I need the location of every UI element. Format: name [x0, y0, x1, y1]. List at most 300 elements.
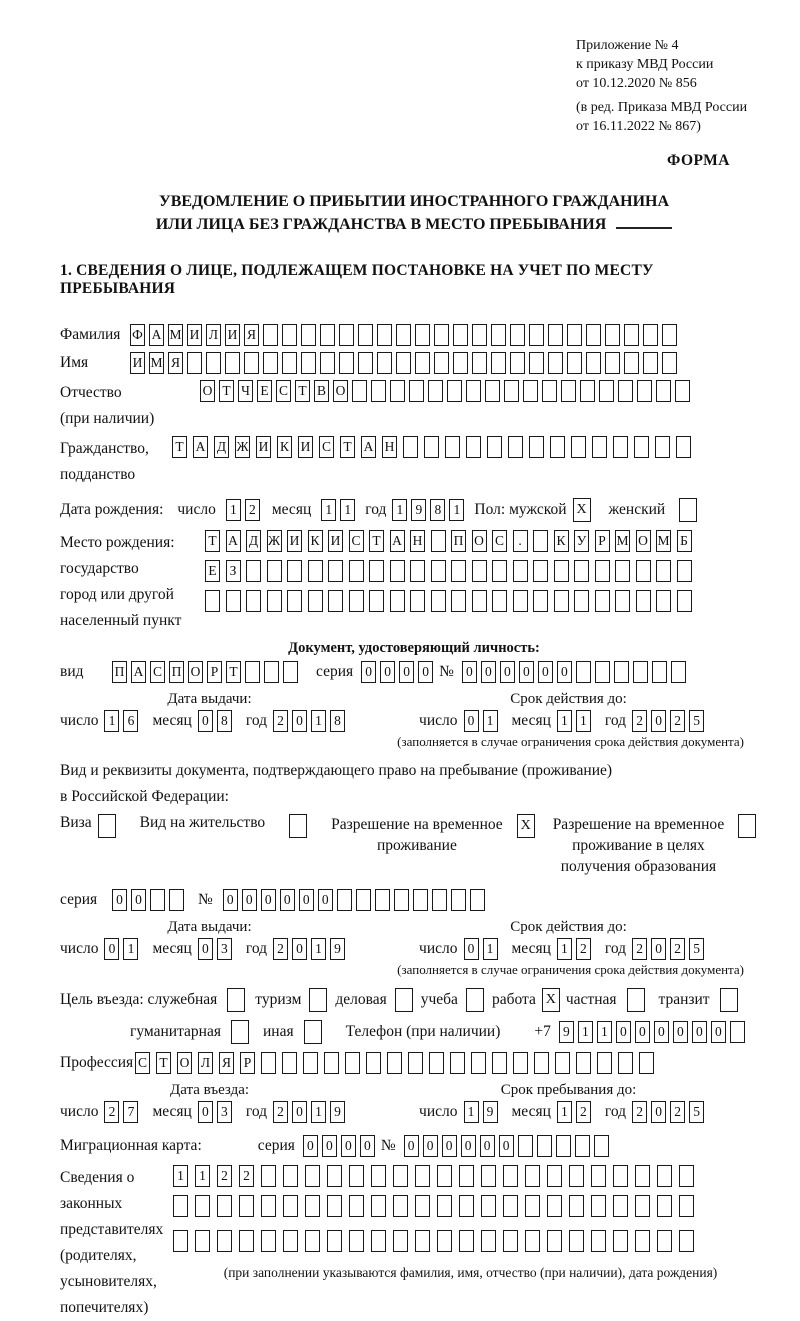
char-cell[interactable]: 0 [318, 889, 333, 911]
char-cell[interactable] [287, 590, 302, 612]
char-cell[interactable]: Ч [238, 380, 253, 402]
char-cell[interactable]: 1 [226, 499, 241, 521]
char-cell[interactable] [305, 1195, 320, 1217]
char-cell[interactable] [481, 1195, 496, 1217]
char-cell[interactable] [393, 1230, 408, 1252]
char-cell[interactable] [569, 1230, 584, 1252]
char-cell[interactable] [451, 560, 466, 582]
char-cell[interactable] [492, 1052, 507, 1074]
char-cell[interactable]: Р [240, 1052, 255, 1074]
char-cell[interactable] [320, 324, 335, 346]
char-cell[interactable]: М [149, 352, 164, 374]
char-cell[interactable] [567, 352, 582, 374]
char-cell[interactable]: 0 [418, 661, 433, 683]
char-cell[interactable] [349, 1230, 364, 1252]
char-cell[interactable] [599, 380, 614, 402]
char-cell[interactable] [574, 560, 589, 582]
char-cell[interactable]: 0 [711, 1021, 726, 1043]
char-cell[interactable] [633, 661, 648, 683]
char-cell[interactable] [267, 560, 282, 582]
char-cell[interactable] [643, 324, 658, 346]
char-cell[interactable] [305, 1230, 320, 1252]
char-cell[interactable]: С [349, 530, 364, 552]
char-cell[interactable] [301, 352, 316, 374]
char-cell[interactable]: 1 [173, 1165, 188, 1187]
char-cell[interactable] [415, 324, 430, 346]
char-cell[interactable] [525, 1230, 540, 1252]
char-cell[interactable]: 0 [651, 1101, 666, 1123]
char-cell[interactable] [445, 436, 460, 458]
char-cell[interactable]: Л [198, 1052, 213, 1074]
char-cell[interactable] [472, 324, 487, 346]
char-cell[interactable] [591, 1165, 606, 1187]
char-cell[interactable] [267, 590, 282, 612]
char-cell[interactable] [597, 1052, 612, 1074]
char-cell[interactable]: С [319, 436, 334, 458]
char-cell[interactable] [615, 560, 630, 582]
char-cell[interactable]: Т [226, 661, 241, 683]
char-cell[interactable] [431, 590, 446, 612]
char-cell[interactable]: А [193, 436, 208, 458]
char-cell[interactable]: 8 [217, 710, 232, 732]
char-cell[interactable]: 1 [576, 710, 591, 732]
char-cell[interactable]: 2 [670, 1101, 685, 1123]
char-cell[interactable]: С [150, 661, 165, 683]
char-cell[interactable] [561, 380, 576, 402]
char-cell[interactable] [282, 324, 297, 346]
char-cell[interactable]: 1 [392, 499, 407, 521]
char-cell[interactable]: Б [677, 530, 692, 552]
char-cell[interactable] [349, 1195, 364, 1217]
char-cell[interactable] [634, 436, 649, 458]
char-cell[interactable]: Е [257, 380, 272, 402]
char-cell[interactable]: 0 [292, 938, 307, 960]
temp-residence-checkbox[interactable]: X [517, 814, 535, 838]
char-cell[interactable] [529, 324, 544, 346]
char-cell[interactable] [550, 436, 565, 458]
char-cell[interactable] [345, 1052, 360, 1074]
char-cell[interactable] [339, 324, 354, 346]
char-cell[interactable] [283, 1230, 298, 1252]
char-cell[interactable] [635, 1165, 650, 1187]
char-cell[interactable] [261, 1230, 276, 1252]
char-cell[interactable] [393, 1165, 408, 1187]
char-cell[interactable] [459, 1230, 474, 1252]
char-cell[interactable]: 0 [480, 1135, 495, 1157]
char-cell[interactable] [377, 324, 392, 346]
char-cell[interactable] [263, 352, 278, 374]
char-cell[interactable]: 2 [245, 499, 260, 521]
char-cell[interactable] [390, 560, 405, 582]
char-cell[interactable] [369, 590, 384, 612]
char-cell[interactable] [358, 324, 373, 346]
char-cell[interactable] [434, 352, 449, 374]
char-cell[interactable] [239, 1230, 254, 1252]
char-cell[interactable] [371, 380, 386, 402]
char-cell[interactable]: И [287, 530, 302, 552]
char-cell[interactable] [592, 436, 607, 458]
char-cell[interactable] [283, 1165, 298, 1187]
char-cell[interactable]: Ж [235, 436, 250, 458]
char-cell[interactable]: А [149, 324, 164, 346]
char-cell[interactable]: Я [219, 1052, 234, 1074]
char-cell[interactable] [415, 1165, 430, 1187]
char-cell[interactable] [246, 560, 261, 582]
char-cell[interactable] [547, 1165, 562, 1187]
char-cell[interactable] [415, 352, 430, 374]
char-cell[interactable] [657, 1165, 672, 1187]
char-cell[interactable]: 1 [321, 499, 336, 521]
char-cell[interactable] [410, 560, 425, 582]
char-cell[interactable]: Я [168, 352, 183, 374]
temp-residence-edu-checkbox[interactable] [738, 814, 756, 838]
char-cell[interactable]: 0 [519, 661, 534, 683]
char-cell[interactable] [533, 530, 548, 552]
char-cell[interactable] [679, 1195, 694, 1217]
char-cell[interactable] [677, 560, 692, 582]
char-cell[interactable]: 2 [239, 1165, 254, 1187]
char-cell[interactable]: 0 [461, 1135, 476, 1157]
char-cell[interactable]: О [200, 380, 215, 402]
char-cell[interactable]: 9 [330, 1101, 345, 1123]
char-cell[interactable] [547, 1230, 562, 1252]
char-cell[interactable]: 0 [692, 1021, 707, 1043]
char-cell[interactable]: 0 [280, 889, 295, 911]
char-cell[interactable]: 2 [670, 710, 685, 732]
char-cell[interactable] [548, 352, 563, 374]
char-cell[interactable] [195, 1230, 210, 1252]
purpose-other-checkbox[interactable] [304, 1020, 322, 1044]
char-cell[interactable] [537, 1135, 552, 1157]
char-cell[interactable] [504, 380, 519, 402]
char-cell[interactable] [387, 1052, 402, 1074]
char-cell[interactable] [263, 324, 278, 346]
char-cell[interactable] [150, 889, 165, 911]
char-cell[interactable]: М [615, 530, 630, 552]
char-cell[interactable] [282, 352, 297, 374]
char-cell[interactable]: Н [410, 530, 425, 552]
char-cell[interactable] [428, 380, 443, 402]
char-cell[interactable] [503, 1165, 518, 1187]
char-cell[interactable]: 3 [217, 1101, 232, 1123]
char-cell[interactable]: П [112, 661, 127, 683]
char-cell[interactable]: М [168, 324, 183, 346]
char-cell[interactable]: 5 [689, 938, 704, 960]
char-cell[interactable] [447, 380, 462, 402]
char-cell[interactable] [595, 560, 610, 582]
char-cell[interactable] [586, 352, 601, 374]
char-cell[interactable] [679, 1165, 694, 1187]
char-cell[interactable] [470, 889, 485, 911]
char-cell[interactable] [409, 380, 424, 402]
char-cell[interactable]: Ж [267, 530, 282, 552]
char-cell[interactable]: 0 [481, 661, 496, 683]
char-cell[interactable]: 0 [651, 938, 666, 960]
purpose-study-checkbox[interactable] [466, 988, 484, 1012]
char-cell[interactable]: О [333, 380, 348, 402]
char-cell[interactable] [472, 352, 487, 374]
char-cell[interactable] [308, 590, 323, 612]
char-cell[interactable]: М [656, 530, 671, 552]
char-cell[interactable] [554, 590, 569, 612]
char-cell[interactable] [431, 530, 446, 552]
char-cell[interactable] [656, 560, 671, 582]
char-cell[interactable] [613, 1195, 628, 1217]
char-cell[interactable]: 9 [483, 1101, 498, 1123]
char-cell[interactable] [394, 889, 409, 911]
char-cell[interactable] [636, 560, 651, 582]
char-cell[interactable] [339, 352, 354, 374]
char-cell[interactable]: С [135, 1052, 150, 1074]
char-cell[interactable]: 0 [341, 1135, 356, 1157]
char-cell[interactable] [246, 590, 261, 612]
purpose-work-checkbox[interactable]: X [542, 988, 560, 1012]
char-cell[interactable] [576, 661, 591, 683]
char-cell[interactable] [453, 352, 468, 374]
char-cell[interactable]: 0 [399, 661, 414, 683]
char-cell[interactable] [415, 1195, 430, 1217]
purpose-humanitarian-checkbox[interactable] [231, 1020, 249, 1044]
char-cell[interactable]: О [177, 1052, 192, 1074]
char-cell[interactable] [437, 1230, 452, 1252]
residence-permit-checkbox[interactable] [289, 814, 307, 838]
purpose-tourism-checkbox[interactable] [309, 988, 327, 1012]
char-cell[interactable]: 0 [292, 710, 307, 732]
char-cell[interactable]: И [130, 352, 145, 374]
sex-male-checkbox[interactable]: X [573, 498, 591, 522]
char-cell[interactable] [730, 1021, 745, 1043]
char-cell[interactable]: 1 [483, 938, 498, 960]
char-cell[interactable] [320, 352, 335, 374]
char-cell[interactable] [327, 1230, 342, 1252]
char-cell[interactable] [503, 1230, 518, 1252]
char-cell[interactable] [328, 560, 343, 582]
char-cell[interactable] [615, 590, 630, 612]
char-cell[interactable] [594, 1135, 609, 1157]
char-cell[interactable] [472, 590, 487, 612]
char-cell[interactable] [451, 889, 466, 911]
char-cell[interactable]: Е [205, 560, 220, 582]
char-cell[interactable]: 0 [299, 889, 314, 911]
char-cell[interactable]: 1 [311, 710, 326, 732]
char-cell[interactable]: 9 [330, 938, 345, 960]
char-cell[interactable]: 0 [198, 1101, 213, 1123]
char-cell[interactable] [410, 590, 425, 612]
char-cell[interactable]: 6 [123, 710, 138, 732]
char-cell[interactable] [503, 1195, 518, 1217]
char-cell[interactable]: О [636, 530, 651, 552]
char-cell[interactable] [432, 889, 447, 911]
char-cell[interactable] [618, 380, 633, 402]
char-cell[interactable] [613, 436, 628, 458]
char-cell[interactable] [662, 324, 677, 346]
visa-checkbox[interactable] [98, 814, 116, 838]
char-cell[interactable] [261, 1195, 276, 1217]
char-cell[interactable] [466, 436, 481, 458]
char-cell[interactable]: 2 [217, 1165, 232, 1187]
char-cell[interactable]: 1 [311, 1101, 326, 1123]
char-cell[interactable]: 0 [360, 1135, 375, 1157]
char-cell[interactable]: 2 [632, 1101, 647, 1123]
char-cell[interactable]: 1 [464, 1101, 479, 1123]
char-cell[interactable]: 0 [131, 889, 146, 911]
char-cell[interactable]: А [390, 530, 405, 552]
char-cell[interactable]: 5 [689, 1101, 704, 1123]
char-cell[interactable] [547, 1195, 562, 1217]
char-cell[interactable] [635, 1195, 650, 1217]
char-cell[interactable]: П [451, 530, 466, 552]
char-cell[interactable]: О [188, 661, 203, 683]
char-cell[interactable] [466, 380, 481, 402]
char-cell[interactable] [327, 1195, 342, 1217]
char-cell[interactable] [369, 560, 384, 582]
char-cell[interactable] [656, 590, 671, 612]
char-cell[interactable]: П [169, 661, 184, 683]
char-cell[interactable] [556, 1135, 571, 1157]
char-cell[interactable]: 2 [273, 710, 288, 732]
char-cell[interactable] [413, 889, 428, 911]
char-cell[interactable] [637, 380, 652, 402]
char-cell[interactable] [173, 1195, 188, 1217]
char-cell[interactable] [671, 661, 686, 683]
char-cell[interactable] [459, 1165, 474, 1187]
char-cell[interactable] [217, 1195, 232, 1217]
char-cell[interactable] [459, 1195, 474, 1217]
char-cell[interactable]: 1 [449, 499, 464, 521]
char-cell[interactable] [534, 1052, 549, 1074]
char-cell[interactable] [225, 352, 240, 374]
char-cell[interactable] [513, 1052, 528, 1074]
char-cell[interactable] [636, 590, 651, 612]
char-cell[interactable] [574, 590, 589, 612]
char-cell[interactable] [491, 352, 506, 374]
char-cell[interactable]: 0 [261, 889, 276, 911]
char-cell[interactable]: К [277, 436, 292, 458]
char-cell[interactable] [437, 1195, 452, 1217]
char-cell[interactable] [403, 436, 418, 458]
purpose-private-checkbox[interactable] [627, 988, 645, 1012]
char-cell[interactable] [305, 1165, 320, 1187]
char-cell[interactable] [415, 1230, 430, 1252]
char-cell[interactable] [513, 560, 528, 582]
char-cell[interactable]: 0 [361, 661, 376, 683]
char-cell[interactable]: 2 [273, 1101, 288, 1123]
char-cell[interactable] [349, 1165, 364, 1187]
char-cell[interactable] [533, 590, 548, 612]
char-cell[interactable] [356, 889, 371, 911]
char-cell[interactable] [586, 324, 601, 346]
char-cell[interactable]: 0 [104, 938, 119, 960]
char-cell[interactable]: Р [595, 530, 610, 552]
char-cell[interactable]: 8 [430, 499, 445, 521]
char-cell[interactable] [580, 380, 595, 402]
char-cell[interactable] [169, 889, 184, 911]
char-cell[interactable]: 0 [673, 1021, 688, 1043]
char-cell[interactable] [491, 324, 506, 346]
char-cell[interactable] [390, 380, 405, 402]
char-cell[interactable] [554, 560, 569, 582]
char-cell[interactable] [529, 352, 544, 374]
char-cell[interactable] [481, 1230, 496, 1252]
char-cell[interactable]: И [256, 436, 271, 458]
char-cell[interactable] [287, 560, 302, 582]
char-cell[interactable]: 9 [559, 1021, 574, 1043]
char-cell[interactable] [239, 1195, 254, 1217]
char-cell[interactable]: . [513, 530, 528, 552]
char-cell[interactable]: А [226, 530, 241, 552]
char-cell[interactable]: 0 [322, 1135, 337, 1157]
char-cell[interactable]: И [298, 436, 313, 458]
char-cell[interactable] [614, 661, 629, 683]
char-cell[interactable] [481, 1165, 496, 1187]
char-cell[interactable]: 0 [654, 1021, 669, 1043]
char-cell[interactable]: И [328, 530, 343, 552]
char-cell[interactable]: 1 [123, 938, 138, 960]
char-cell[interactable] [635, 1230, 650, 1252]
char-cell[interactable]: Л [206, 324, 221, 346]
char-cell[interactable]: И [225, 324, 240, 346]
char-cell[interactable] [205, 590, 220, 612]
char-cell[interactable]: 2 [670, 938, 685, 960]
char-cell[interactable]: И [187, 324, 202, 346]
char-cell[interactable] [655, 436, 670, 458]
char-cell[interactable]: 0 [616, 1021, 631, 1043]
char-cell[interactable]: 0 [499, 1135, 514, 1157]
char-cell[interactable] [327, 1165, 342, 1187]
char-cell[interactable] [390, 590, 405, 612]
char-cell[interactable] [591, 1230, 606, 1252]
char-cell[interactable] [510, 352, 525, 374]
char-cell[interactable] [624, 324, 639, 346]
char-cell[interactable] [643, 352, 658, 374]
purpose-official-checkbox[interactable] [227, 988, 245, 1012]
char-cell[interactable] [595, 661, 610, 683]
char-cell[interactable] [567, 324, 582, 346]
char-cell[interactable] [283, 661, 298, 683]
char-cell[interactable] [656, 380, 671, 402]
char-cell[interactable] [396, 324, 411, 346]
char-cell[interactable]: Р [207, 661, 222, 683]
char-cell[interactable] [371, 1195, 386, 1217]
char-cell[interactable] [618, 1052, 633, 1074]
char-cell[interactable] [662, 352, 677, 374]
char-cell[interactable] [282, 1052, 297, 1074]
char-cell[interactable]: Т [295, 380, 310, 402]
char-cell[interactable]: 1 [483, 710, 498, 732]
char-cell[interactable]: 0 [242, 889, 257, 911]
char-cell[interactable] [261, 1165, 276, 1187]
char-cell[interactable] [261, 1052, 276, 1074]
char-cell[interactable]: 0 [303, 1135, 318, 1157]
char-cell[interactable] [542, 380, 557, 402]
char-cell[interactable] [349, 590, 364, 612]
char-cell[interactable]: 1 [340, 499, 355, 521]
char-cell[interactable] [303, 1052, 318, 1074]
char-cell[interactable] [424, 436, 439, 458]
char-cell[interactable]: К [554, 530, 569, 552]
char-cell[interactable]: А [361, 436, 376, 458]
char-cell[interactable] [173, 1230, 188, 1252]
char-cell[interactable]: 5 [689, 710, 704, 732]
char-cell[interactable]: У [574, 530, 589, 552]
char-cell[interactable]: 0 [112, 889, 127, 911]
char-cell[interactable]: 0 [442, 1135, 457, 1157]
char-cell[interactable] [437, 1165, 452, 1187]
char-cell[interactable] [396, 352, 411, 374]
char-cell[interactable] [187, 352, 202, 374]
char-cell[interactable]: 1 [578, 1021, 593, 1043]
char-cell[interactable] [555, 1052, 570, 1074]
